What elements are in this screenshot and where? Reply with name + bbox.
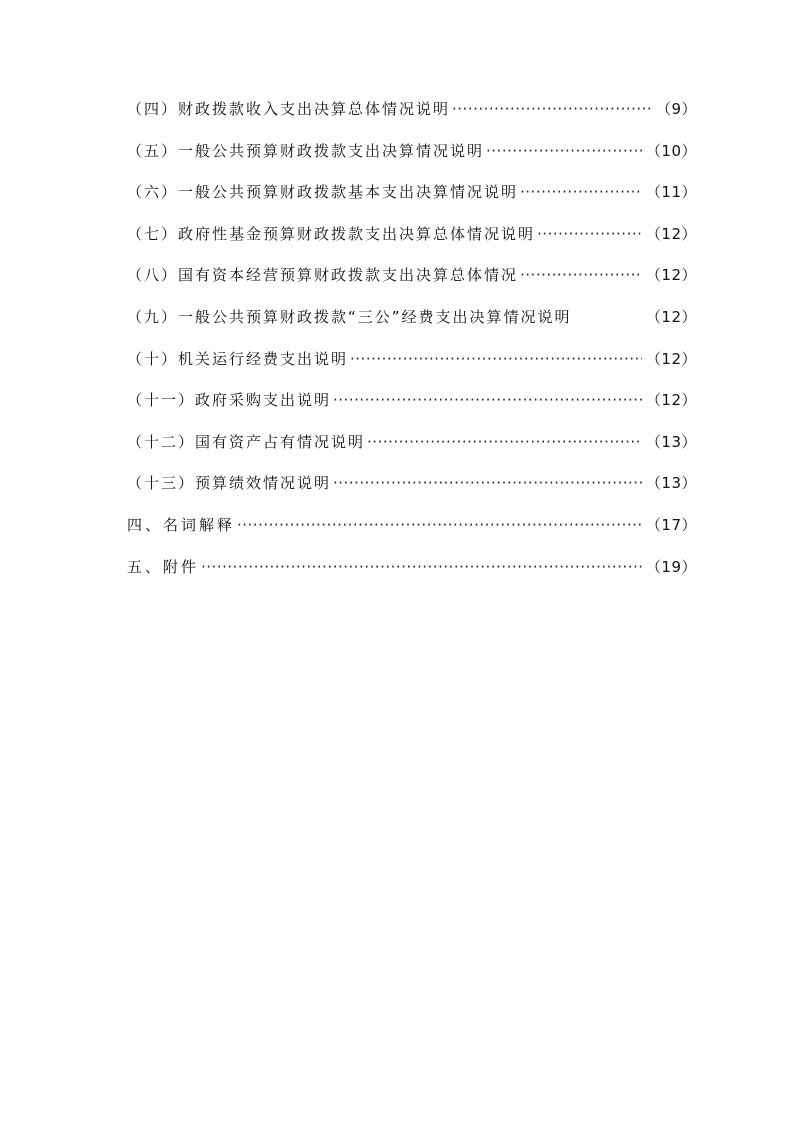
- toc-entry-label: （七）政府性基金预算财政拨款支出决算总体情况说明: [127, 224, 536, 243]
- toc-entry-13[interactable]: [127, 472, 697, 514]
- toc-page-number: （12）: [645, 391, 697, 410]
- toc-leader-dots: [333, 474, 642, 492]
- toc-leader-dots: [237, 516, 642, 534]
- toc-entry-label: （四）财政拨款收入支出决算总体情况说明: [127, 100, 451, 118]
- toc-entry-label: 五、附件: [127, 557, 200, 576]
- toc-leader-dots: [520, 183, 642, 201]
- toc-entry-7[interactable]: [127, 223, 697, 265]
- toc-entry-10[interactable]: [127, 348, 697, 390]
- toc-page-number: （19）: [645, 557, 697, 576]
- toc-entry-label: （十一）政府采购支出说明: [127, 391, 332, 410]
- toc-entry-12[interactable]: [127, 431, 697, 473]
- toc-entry-label: （十）机关运行经费支出说明: [127, 349, 349, 368]
- toc-entry-label: 四、名词解释: [127, 515, 236, 534]
- toc-page-number: （11）: [645, 183, 697, 202]
- toc-leader-dots: [333, 391, 642, 409]
- toc-entry-11[interactable]: [127, 389, 697, 431]
- toc-page-number: （12）: [645, 266, 697, 285]
- toc-page-number: （10）: [645, 141, 697, 160]
- toc-entry-label: （十二）国有资产占有情况说明: [127, 432, 366, 451]
- toc-page-number: （13）: [645, 432, 697, 451]
- toc-leader-dots: [350, 350, 642, 368]
- toc-page-number: （13）: [645, 474, 697, 493]
- toc-leader-dots: [520, 266, 642, 284]
- toc-page-number: （12）: [645, 349, 697, 368]
- toc-entry-attachments[interactable]: [127, 556, 697, 598]
- toc-page-number: （9）: [655, 100, 697, 118]
- toc-entry-label: （九）一般公共预算财政拨款“三公”经费支出决算情况说明: [127, 307, 572, 326]
- toc-entry-5[interactable]: [127, 140, 697, 182]
- toc-entry-8[interactable]: [127, 264, 697, 306]
- toc-page-number: （12）: [645, 307, 697, 326]
- toc-leader-dots: [452, 100, 652, 118]
- toc-entry-4[interactable]: [127, 98, 697, 140]
- toc-page-number: （12）: [645, 224, 697, 243]
- table-of-contents: [127, 98, 697, 597]
- toc-leader-dots: [201, 558, 642, 576]
- toc-entry-label: （六）一般公共预算财政拨款基本支出决算情况说明: [127, 183, 519, 202]
- toc-entry-9[interactable]: [127, 306, 697, 348]
- toc-entry-6[interactable]: [127, 181, 697, 223]
- toc-leader-dots: [486, 142, 642, 160]
- toc-entry-glossary[interactable]: [127, 514, 697, 556]
- toc-entry-label: （八）国有资本经营预算财政拨款支出决算总体情况: [127, 266, 519, 285]
- toc-entry-label: （十三）预算绩效情况说明: [127, 474, 332, 493]
- toc-leader-dots: [537, 225, 642, 243]
- toc-leader-dots: [367, 433, 642, 451]
- toc-entry-label: （五）一般公共预算财政拨款支出决算情况说明: [127, 141, 485, 160]
- toc-page-number: （17）: [645, 515, 697, 534]
